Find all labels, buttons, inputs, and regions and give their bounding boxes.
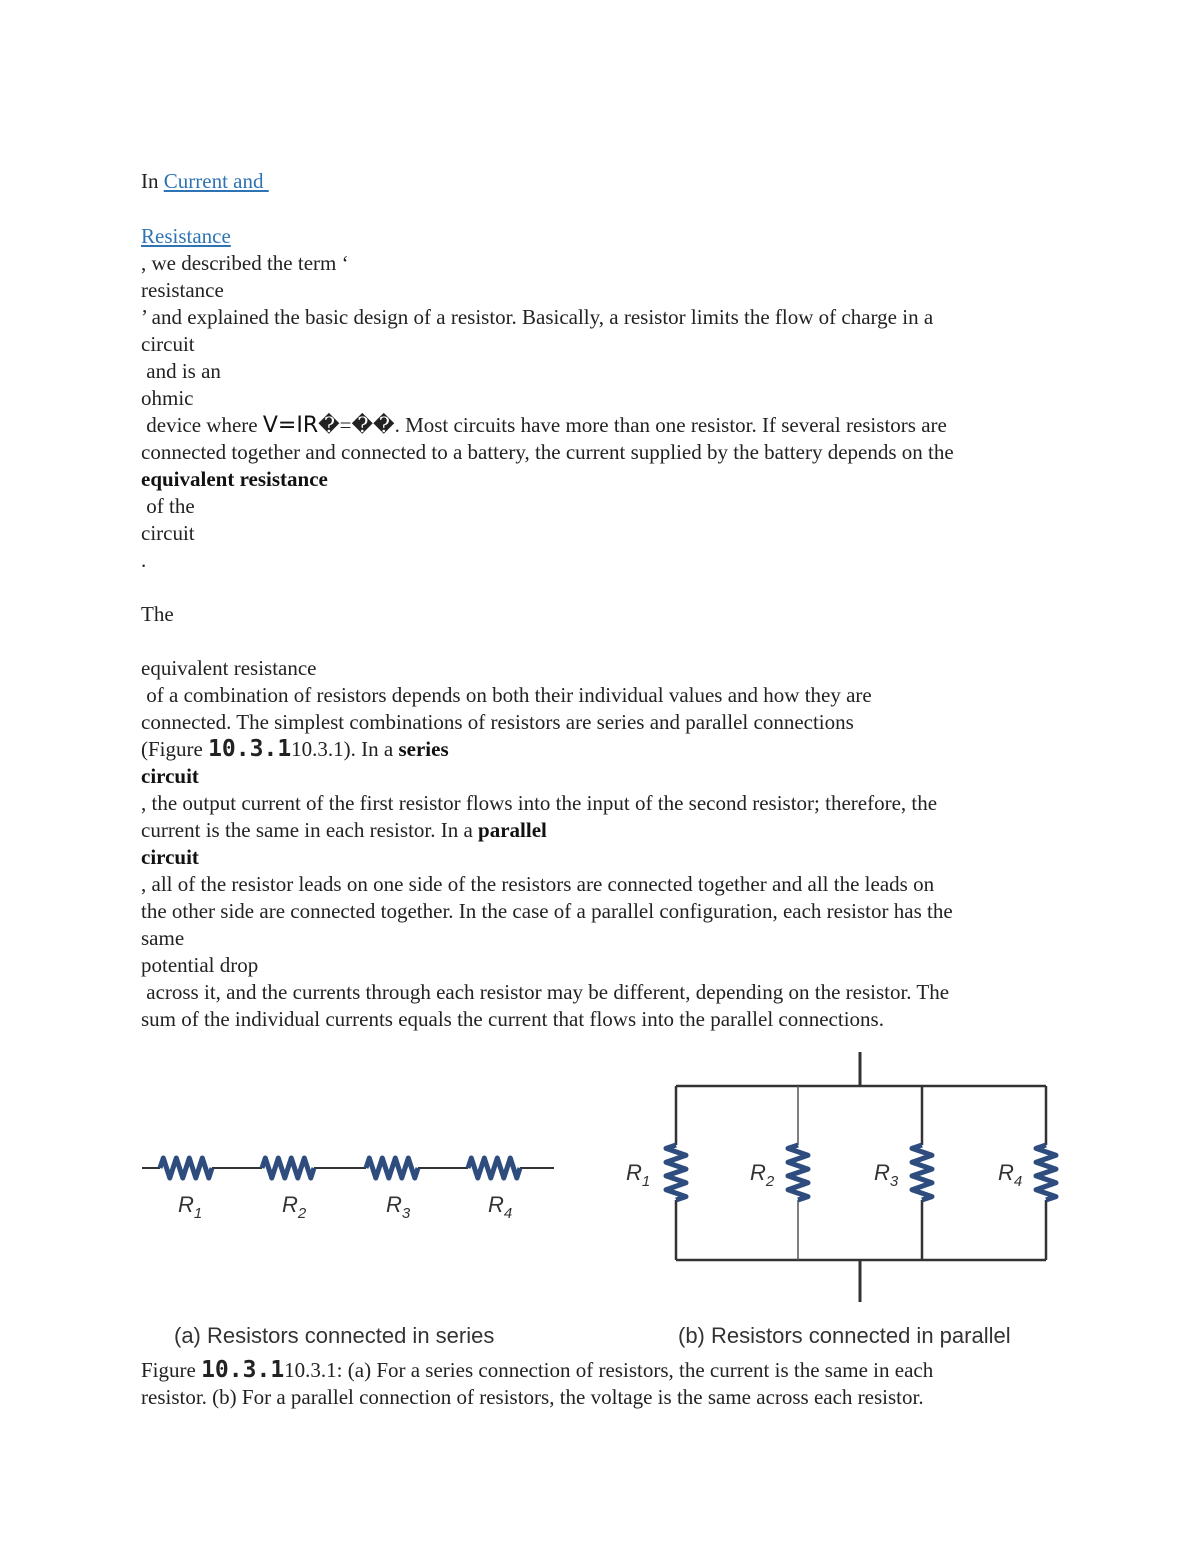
text-span: . Most circuits have more than one resistor. If several resistors are <box>394 413 947 437</box>
text-line: the other side are connected together. In the case of a parallel configuration, each resistor has the <box>141 899 953 923</box>
parallel-label-r1: $R_1$ <box>626 1160 651 1190</box>
text-line: . <box>141 548 147 572</box>
text-span: Figure <box>141 1358 202 1382</box>
text-line <box>141 736 1071 763</box>
series-resistor-2 <box>262 1158 314 1178</box>
text-line <box>141 168 1071 195</box>
spacer <box>141 195 1071 223</box>
resistor-figure <box>130 1050 1070 1360</box>
garbled-glyphs: �=�� <box>318 413 395 437</box>
series-label-r4: $R_4$ <box>488 1192 513 1222</box>
text-line <box>141 817 1071 844</box>
text-line: of a combination of resistors depends on both their individual values and how they are <box>141 683 872 707</box>
document-body <box>141 168 1071 1033</box>
parallel-label-r4: $R_4$ <box>998 1160 1023 1190</box>
parallel-resistor-1 <box>666 1145 686 1200</box>
text-line: ohmic <box>141 386 194 410</box>
series-label-r3: $R_3$ <box>386 1192 411 1222</box>
spacer <box>141 628 1071 655</box>
text-line: of the <box>141 494 195 518</box>
text-line: The <box>141 602 174 626</box>
text-line: and is an <box>141 359 221 383</box>
figure-number: 10.3.1 <box>201 1357 285 1383</box>
series-label-r1: $R_1$ <box>178 1192 203 1222</box>
text-line: across it, and the currents through each resistor may be different, depending on the resistor. The <box>141 980 950 1004</box>
text-line: connected together and connected to a battery, the current supplied by the battery depends on the <box>141 440 954 464</box>
text-line: potential drop <box>141 953 259 977</box>
bold-term: equivalent resistance <box>141 467 328 491</box>
figure-caption-b: (b) Resistors connected in parallel <box>678 1323 1011 1348</box>
parallel-resistor-2 <box>788 1145 808 1200</box>
caption-line: resistor. (b) For a parallel connection of resistors, the voltage is the same across each resistor. <box>141 1385 924 1409</box>
bold-term: circuit <box>141 764 199 788</box>
figure-number: 10.3.1 <box>208 736 292 762</box>
text-line: sum of the individual currents equals the current that flows into the parallel connections. <box>141 1007 884 1031</box>
text-line: , all of the resistor leads on one side of the resistors are connected together and all the leads on <box>141 872 935 896</box>
parallel-frame <box>676 1086 1046 1260</box>
text-line <box>141 844 1071 871</box>
bold-term: series <box>398 737 449 761</box>
text-line <box>141 412 1071 439</box>
parallel-resistor-4 <box>1036 1145 1056 1200</box>
series-label-r2: $R_2$ <box>282 1192 307 1222</box>
spacer <box>141 574 1071 601</box>
text-line <box>141 466 1071 493</box>
text-line <box>141 223 1071 250</box>
text-line: connected. The simplest combinations of resistors are series and parallel connections <box>141 710 854 734</box>
caption-line <box>141 1357 1071 1384</box>
text-line: circuit <box>141 332 195 356</box>
math-formula: V=IR <box>262 413 319 438</box>
text-span: ). In a <box>343 737 399 761</box>
figure-caption-a: (a) Resistors connected in series <box>174 1323 495 1348</box>
parallel-label-r2: $R_2$ <box>750 1160 775 1190</box>
text-line: , the output current of the first resistor flows into the input of the second resistor; therefore, the <box>141 791 938 815</box>
bold-term: parallel <box>478 818 547 842</box>
text-line: circuit <box>141 521 195 545</box>
text-span: current is the same in each resistor. In a <box>141 818 479 842</box>
text-line: equivalent resistance <box>141 656 317 680</box>
text-span: 10.3.1 <box>291 737 344 761</box>
text-line: , we described the term ‘ <box>141 251 349 275</box>
bold-term: circuit <box>141 845 199 869</box>
series-resistor-3 <box>366 1158 418 1178</box>
text-span: device where <box>141 413 263 437</box>
series-resistor-1 <box>160 1158 212 1178</box>
parallel-label-r3: $R_3$ <box>874 1160 899 1190</box>
figure-caption <box>141 1357 1071 1411</box>
text-span: In <box>141 169 164 193</box>
text-line <box>141 763 1071 790</box>
series-circuit <box>142 1158 554 1222</box>
link-resistance[interactable]: Resistance <box>141 224 231 248</box>
parallel-resistor-3 <box>912 1145 932 1200</box>
parallel-circuit <box>626 1052 1056 1302</box>
text-span: (Figure <box>141 737 209 761</box>
text-line: resistance <box>141 278 224 302</box>
text-line: same <box>141 926 185 950</box>
link-current-and[interactable]: Current and <box>163 169 269 193</box>
text-line: ’ and explained the basic design of a resistor. Basically, a resistor limits the flow of charge in a <box>141 305 934 329</box>
series-resistor-4 <box>468 1158 520 1178</box>
text-span: 10.3.1: (a) For a series connection of resistors, the current is the same in each <box>284 1358 934 1382</box>
